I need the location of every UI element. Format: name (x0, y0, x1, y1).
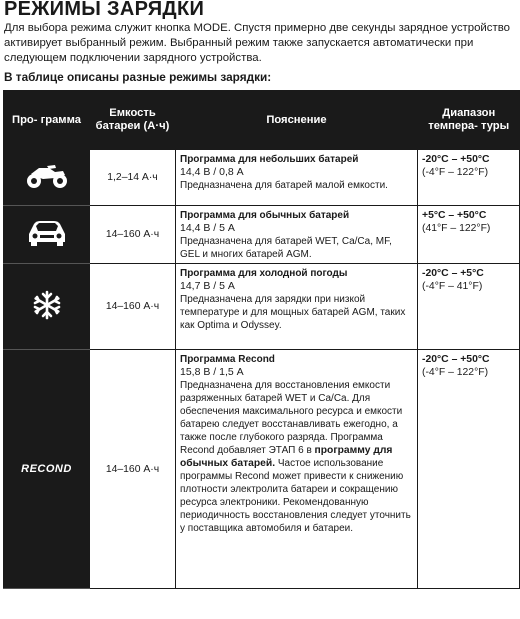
program-spec: 14,4 В / 0,8 А (180, 166, 244, 178)
program-title: Программа для небольших батарей (180, 154, 359, 165)
range-fahrenheit: (-4°F – 122°F) (422, 367, 489, 378)
header-explanation: Пояснение (176, 90, 418, 150)
note-text-a: Предназначена для восстановления емкости разряженных батарей WET и Ca/Ca. Для обеспечения максимального ресурса и емкости батарею следует восстанавливать ежегодно, а также после глубокого разряда. Программа Recond добавляет ЭТАП 6 в (180, 380, 403, 456)
explanation-cell (176, 150, 418, 206)
motorcycle-icon (25, 162, 69, 190)
program-icon-cell (4, 264, 90, 350)
temperature-cell (418, 264, 520, 350)
header-temperature: Диапазон темпера- туры (418, 90, 520, 150)
capacity-cell: 14–160 А·ч (90, 206, 176, 264)
charging-modes-table (3, 90, 520, 589)
note-text-b: Частое использование программы Recond может привести к снижению плотности электролита батареи и сокращению ресурса электроники. Рекомендованную периодичность восстановления следует уточнить у поставщика автомобиля и батареи. (180, 458, 411, 534)
capacity-cell: 1,2–14 А·ч (90, 150, 176, 206)
note-bold-text: программу для обычных батарей. (180, 445, 393, 469)
range-celsius: -20°C – +5°C (422, 268, 484, 279)
explanation-cell (176, 264, 418, 350)
temperature-cell (418, 150, 520, 206)
program-title: Программа для холодной погоды (180, 268, 348, 279)
range-fahrenheit: (41°F – 122°F) (422, 223, 491, 234)
temperature-cell (418, 206, 520, 264)
intro-paragraph: Для выбора режима служит кнопка MODE. Спустя примерно две секунды зарядное устройство активирует выбранный режим. Выбранный режим также запускается автоматически при следующем подключении зарядного устройства. (4, 22, 510, 64)
capacity-cell: 14–160 А·ч (90, 264, 176, 350)
range-celsius: -20°C – +50°C (422, 154, 490, 165)
program-note (180, 379, 413, 535)
page-title: РЕЖИМЫ ЗАРЯДКИ (4, 0, 205, 20)
header-capacity: Емкость батареи (А·ч) (90, 90, 176, 150)
capacity-cell: 14–160 А·ч (90, 350, 176, 589)
explanation-cell (176, 206, 418, 264)
program-note: Предназначена для батарей малой емкости. (180, 180, 388, 191)
explanation-cell (176, 350, 418, 589)
program-spec: 14,4 В / 5 А (180, 222, 235, 234)
table-row (4, 350, 520, 589)
header-program: Про- грамма (4, 90, 90, 150)
range-fahrenheit: (-4°F – 41°F) (422, 281, 483, 292)
program-title: Программа для обычных батарей (180, 210, 350, 221)
car-icon (25, 218, 69, 248)
program-note: Предназначена для батарей WET, Ca/Ca, MF, GEL и многих батарей AGM. (180, 236, 392, 260)
program-spec: 14,7 В / 5 А (180, 280, 235, 292)
program-icon-cell (4, 150, 90, 206)
range-celsius: +5°C – +50°C (422, 210, 487, 221)
range-celsius: -20°C – +50°C (422, 354, 490, 365)
program-note: Предназначена для зарядки при низкой температуре и для мощных батарей AGM, таких как Optima и Odyssey. (180, 294, 406, 331)
table-intro: В таблице описаны разные режимы зарядки: (4, 70, 272, 84)
table-row (4, 150, 520, 206)
range-fahrenheit: (-4°F – 122°F) (422, 167, 489, 178)
program-spec: 15,8 В / 1,5 А (180, 366, 244, 378)
program-icon-cell (4, 350, 90, 589)
table-row (4, 206, 520, 264)
snowflake-icon (31, 289, 63, 321)
program-icon-cell (4, 206, 90, 264)
recond-label: RECOND (21, 462, 72, 475)
table-header-row (4, 90, 520, 150)
program-title: Программа Recond (180, 354, 275, 365)
table-row (4, 264, 520, 350)
temperature-cell (418, 350, 520, 589)
